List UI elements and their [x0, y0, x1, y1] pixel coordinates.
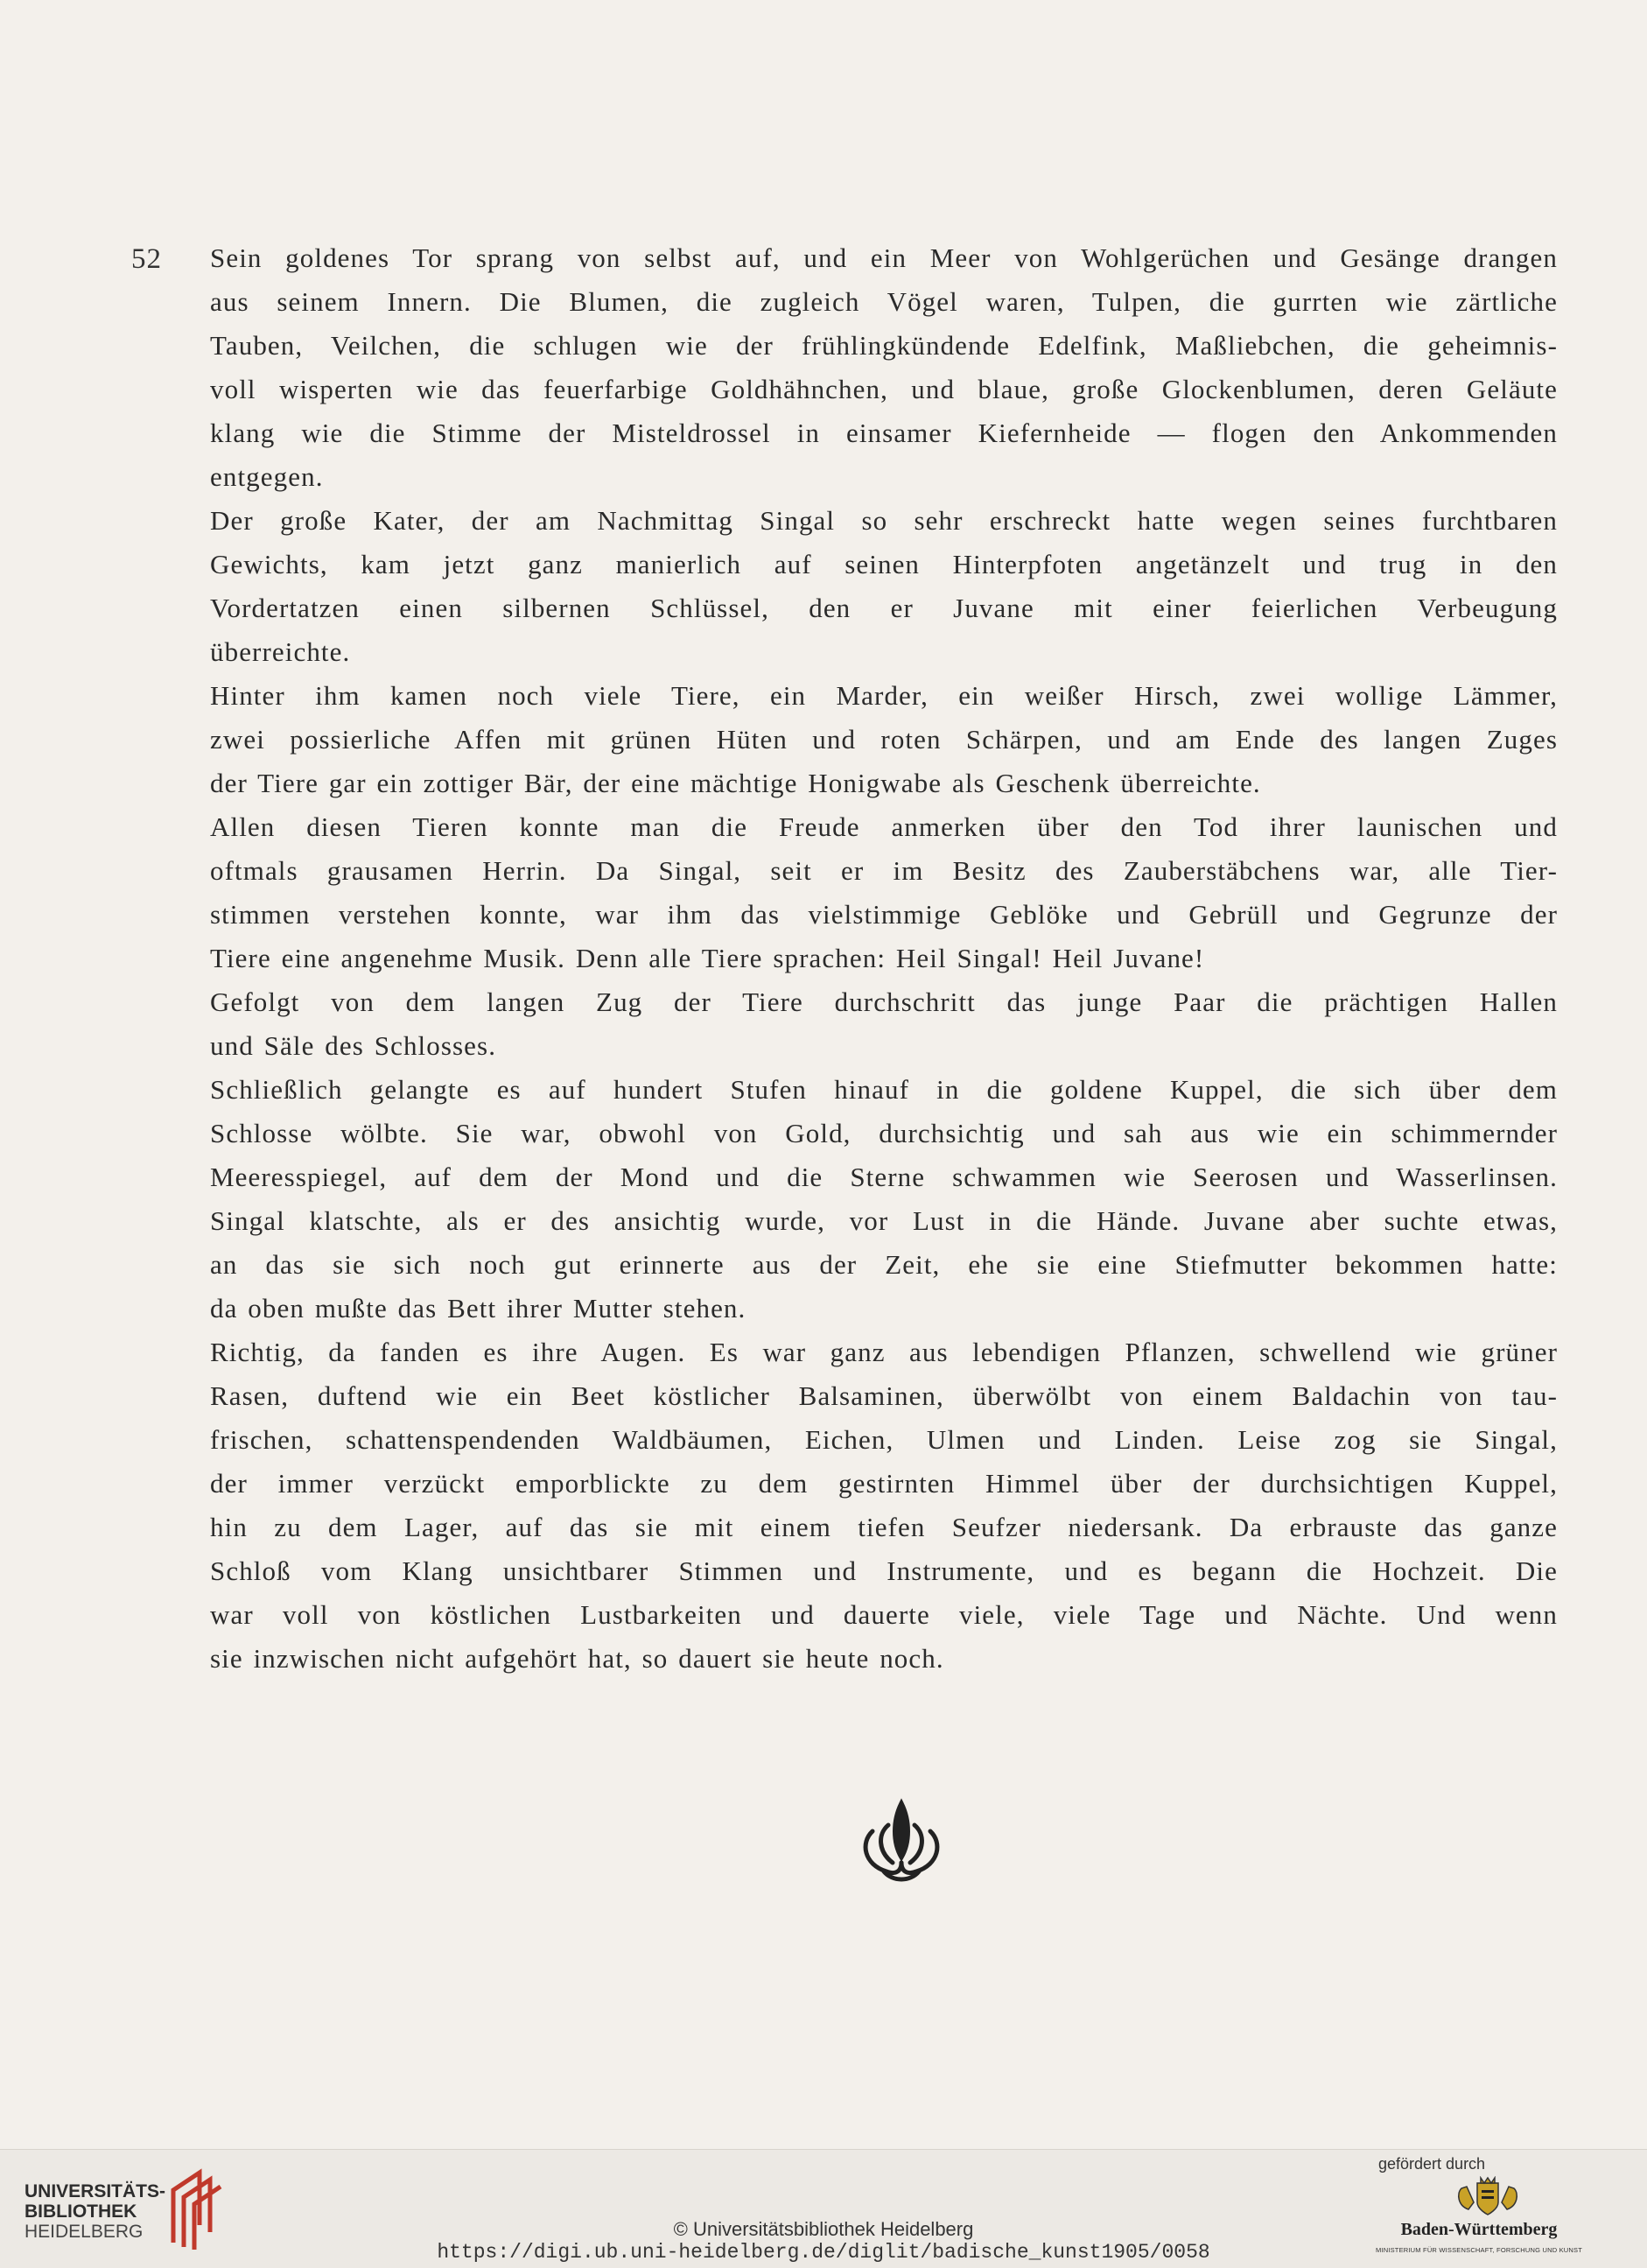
text-line: Der große Kater, der am Nachmittag Singal so sehr erschreckt hatte wegen seines furchtbaren — [210, 505, 1558, 536]
funder-name: Baden-Württemberg — [1400, 2220, 1558, 2239]
text-line: Sein goldenes Tor sprang von selbst auf, und ein Meer von Wohlgerüchen und Gesänge drangen — [210, 242, 1558, 273]
text-line: Tauben, Veilchen, die schlugen wie der frühlingkündende Edelfink, Maßliebchen, die geheimnis- — [210, 330, 1558, 361]
text-line: Meeresspiegel, auf dem der Mond und die Sterne schwammen wie Seerosen und Wasserlinsen. — [210, 1162, 1558, 1192]
copyright-notice: © Universitätsbibliothek Heidelberg — [673, 2218, 974, 2240]
text-line: an das sie sich noch gut erinnerte aus der Zeit, ehe sie eine Stiefmutter bekommen hatte: — [210, 1249, 1558, 1280]
text-line: Richtig, da fanden es ihre Augen. Es war ganz aus lebendigen Pflanzen, schwellend wie grüner — [210, 1337, 1558, 1367]
funding-label: gefördert durch — [1378, 2155, 1486, 2173]
text-line: überreichte. — [210, 636, 351, 667]
text-line: voll wisperten wie das feuerfarbige Goldhähnchen, und blaue, große Glockenblumen, deren Geläute — [210, 374, 1558, 404]
text-line: der immer verzückt emporblickte zu dem gestirnten Himmel über der durchsichtigen Kuppel, — [210, 1468, 1558, 1499]
text-line: Rasen, duftend wie ein Beet köstlicher Balsaminen, überwölbt von einem Baldachin von tau- — [210, 1380, 1558, 1411]
text-line: und Säle des Schlosses. — [210, 1030, 497, 1061]
text-line: klang wie die Stimme der Misteldrossel in einsamer Kiefernheide — flogen den Ankommenden — [210, 418, 1558, 448]
text-line: Schlosse wölbte. Sie war, obwohl von Gold, durchsichtig und sah aus wie ein schimmernder — [210, 1118, 1558, 1148]
text-line: hin zu dem Lager, auf das sie mit einem tiefen Seufzer niedersank. Da erbrauste das ganze — [210, 1512, 1558, 1542]
page-number: 52 — [131, 243, 162, 275]
coat-of-arms-icon — [1453, 2176, 1523, 2216]
text-line: frischen, schattenspendenden Waldbäumen, Eichen, Ulmen und Linden. Leise zog sie Singal, — [210, 1424, 1558, 1455]
text-line: Singal klatschte, als er des ansichtig wurde, vor Lust in die Hände. Juvane aber suchte etwas, — [210, 1205, 1558, 1236]
text-line: Tiere eine angenehme Musik. Denn alle Tiere sprachen: Heil Singal! Heil Juvane! — [210, 943, 1205, 973]
library-name-line2: BIBLIOTHEK — [25, 2201, 137, 2222]
text-line: Vordertatzen einen silbernen Schlüssel, den er Juvane mit einer feierlichen Verbeugung — [210, 593, 1558, 623]
body-text — [210, 236, 1558, 1681]
text-line: Gewichts, kam jetzt ganz manierlich auf seinen Hinterpfoten angetänzelt und trug in den — [210, 549, 1558, 579]
text-line: stimmen verstehen konnte, war ihm das vielstimmige Geblöke und Gebrüll und Gegrunze der — [210, 899, 1558, 930]
text-line: entgegen. — [210, 461, 324, 492]
text-line: zwei possierliche Affen mit grünen Hüten und roten Schärpen, und am Ende des langen Zuges — [210, 724, 1558, 755]
library-name-line3: HEIDELBERG — [25, 2222, 144, 2242]
text-line: der Tiere gar ein zottiger Bär, der eine mächtige Honigwabe als Geschenk überreichte. — [210, 768, 1261, 798]
text-line: oftmals grausamen Herrin. Da Singal, seit er im Besitz des Zauberstäbchens war, alle Tier- — [210, 855, 1558, 886]
text-line: sie inzwischen nicht aufgehört hat, so dauert sie heute noch. — [210, 1643, 944, 1674]
text-line: Hinter ihm kamen noch viele Tiere, ein Marder, ein weißer Hirsch, zwei wollige Lämmer, — [210, 680, 1558, 711]
text-line: Gefolgt von dem langen Zug der Tiere durchschritt das junge Paar die prächtigen Hallen — [210, 987, 1558, 1017]
text-line: war voll von köstlichen Lustbarkeiten und dauerte viele, viele Tage und Nächte. Und wenn — [210, 1599, 1558, 1630]
text-line: aus seinem Innern. Die Blumen, die zugleich Vögel waren, Tulpen, die gurrten wie zärtliche — [210, 286, 1558, 317]
funder-ministry: MINISTERIUM FÜR WISSENSCHAFT, FORSCHUNG UND KUNST — [1375, 2246, 1583, 2254]
text-line: Schließlich gelangte es auf hundert Stufen hinauf in die goldene Kuppel, die sich über dem — [210, 1074, 1558, 1105]
text-line: Allen diesen Tieren konnte man die Freude anmerken über den Tod ihrer launischen und — [210, 811, 1558, 842]
library-name-line1: UNIVERSITÄTS- — [25, 2181, 166, 2201]
text-line: da oben mußte das Bett ihrer Mutter stehen. — [210, 1293, 746, 1324]
text-line: Schloß vom Klang unsichtbarer Stimmen und Instrumente, und es begann die Hochzeit. Die — [210, 1555, 1558, 1586]
source-url-link[interactable]: https://digi.ub.uni-heidelberg.de/diglit/badische_kunst1905/0058 — [437, 2241, 1210, 2264]
tulip-ornament-icon — [853, 1794, 950, 1891]
